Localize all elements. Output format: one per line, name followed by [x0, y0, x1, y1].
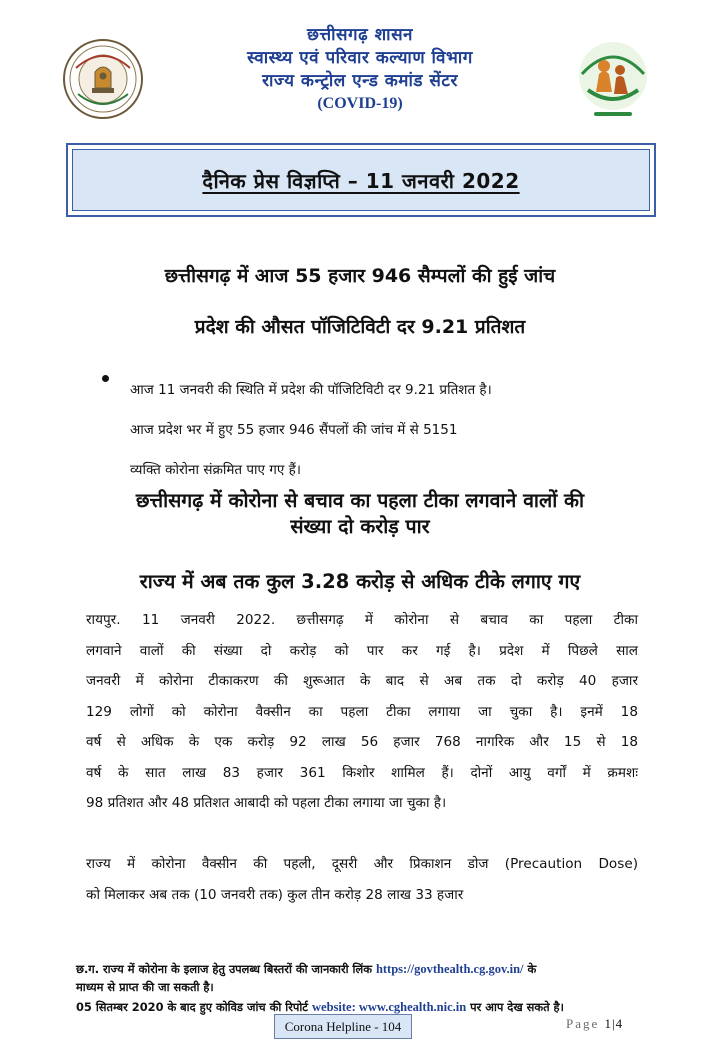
bullet-line: आज प्रदेश भर में हुए 55 हजार 946 सैंपलों की जांच में से 5151 [130, 422, 458, 438]
govthealth-link[interactable]: https://govthealth.cg.gov.in/ [375, 962, 524, 976]
paragraph-line: रायपुर. 11 जनवरी 2022. छत्तीसगढ़ में कोरोना से बचाव का पहला टीका [86, 612, 638, 628]
paragraph-line: वर्ष से अधिक के एक करोड़ 92 लाख 56 हजार 768 नागरिक और 15 से 18 [86, 734, 638, 750]
paragraph-total-doses [86, 853, 638, 914]
page-number [566, 1016, 623, 1032]
headline-first-dose-line-1: छत्तीसगढ़ में कोरोना से बचाव का पहला टीका लगवाने वालों की [135, 489, 585, 512]
bullet-line: व्यक्ति कोरोना संक्रमित पाए गए हैं। [130, 462, 301, 478]
footer-notes [76, 960, 662, 1016]
paragraph-line: 98 प्रतिशत और 48 प्रतिशत आबादी को पहला टीका लगाया जा चुका है। [86, 795, 447, 811]
header-covid-label: (COVID-19) [317, 95, 403, 112]
header-line-3: राज्य कन्ट्रोल एन्ड कमांड सेंटर [262, 71, 458, 91]
headline-first-dose-line-2: संख्या दो करोड़ पार [290, 515, 430, 538]
government-seal-icon [62, 38, 144, 120]
headline-first-dose [60, 488, 660, 540]
paragraph-line: वर्ष के सात लाख 83 हजार 361 किशोर शामिल हैं। दोनों आयु वर्गों में क्रमशः [86, 764, 638, 781]
bullet-line: आज 11 जनवरी की स्थिति में प्रदेश की पॉजिटिविटी दर 9.21 प्रतिशत है। [130, 382, 492, 398]
positivity-bullet [104, 370, 644, 490]
page-count: 1|4 [604, 1016, 624, 1031]
footer-report-suffix: पर आप देख सकते है। [466, 1000, 564, 1014]
footer-report-text: 05 सितम्बर 2020 के बाद हुए कोविड जांच की रिपोर्ट [76, 1000, 312, 1014]
header-line-2: स्वास्थ्य एवं परिवार कल्याण विभाग [247, 48, 473, 68]
paragraph-first-dose [86, 609, 638, 823]
bullet-icon [102, 375, 109, 382]
paragraph-line: 129 लोगों को कोरोना वैक्सीन का पहला टीका लगाया जा चुका है। इनमें 18 [86, 703, 638, 720]
footer-beds-suffix: के [523, 962, 537, 976]
cghealth-link[interactable]: website: www.cghealth.nic.in [312, 1000, 467, 1014]
press-release-title-box [66, 143, 656, 217]
press-release-title: दैनिक प्रेस विज्ञप्ति – 11 जनवरी 2022 [202, 168, 520, 193]
headline-positivity: प्रदेश की औसत पॉजिटिविटी दर 9.21 प्रतिशत [194, 316, 526, 338]
paragraph-line: जनवरी में कोरोना टीकाकरण की शुरूआत के बाद से अब तक दो करोड़ 40 हजार [86, 673, 638, 689]
letterhead [0, 0, 720, 132]
footer-beds-text: छ.ग. राज्य में कोरोना के इलाज हेतु उपलब्ध बिस्तरों की जानकारी लिंक [76, 962, 376, 976]
headline-samples: छत्तीसगढ़ में आज 55 हजार 946 सैम्पलों की हुई जांच [164, 265, 556, 287]
paragraph-line: राज्य में कोरोना वैक्सीन की पहली, दूसरी और प्रिकाशन डोज (Precaution Dose) [86, 856, 638, 872]
header-line-1: छत्तीसगढ़ शासन [306, 25, 413, 45]
footer-beds-note-cont: माध्यम से प्राप्त की जा सकती है। [76, 980, 214, 994]
footer-beds-note [76, 960, 662, 978]
paragraph-line: को मिलाकर अब तक (10 जनवरी तक) कुल तीन करोड़ 28 लाख 33 हजार [86, 886, 464, 903]
paragraph-line: लगवाने वालों की संख्या दो करोड़ को पार कर गई है। प्रदेश में पिछले साल [86, 642, 638, 659]
page-label: Page [566, 1016, 600, 1031]
headline-total-doses: राज्य में अब तक कुल 3.28 करोड़ से अधिक टीके लगाए गए [139, 570, 581, 593]
swasth-chhattisgarh-logo-icon [568, 36, 658, 122]
helpline-badge: Corona Helpline - 104 [274, 1014, 412, 1039]
